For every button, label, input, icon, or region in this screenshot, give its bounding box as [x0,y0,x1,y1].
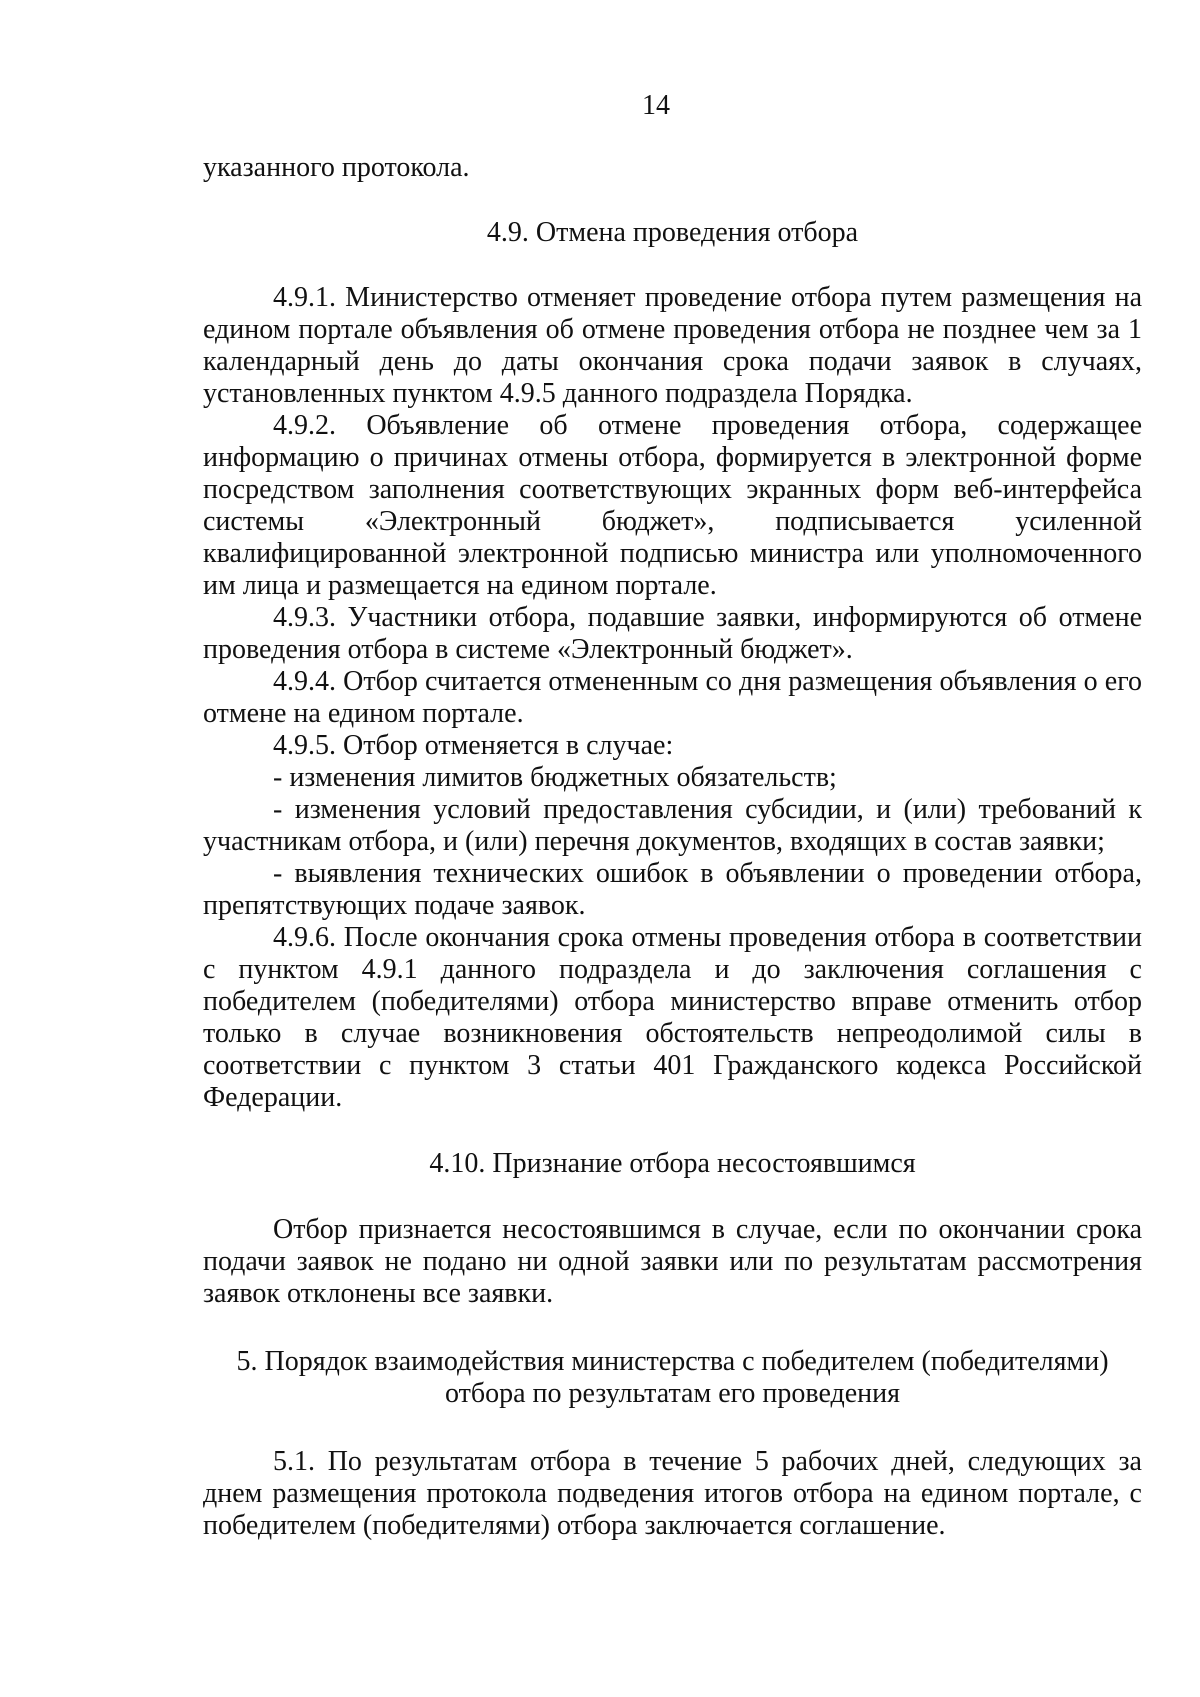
paragraph-4-9-4: 4.9.4. Отбор считается отмененным со дня размещения объявления о его отмене на едином портале. [203,666,1142,729]
lead-paragraph: указанного протокола. [203,152,470,183]
paragraph-4-10: Отбор признается несостоявшимся в случае, если по окончании срока подачи заявок не подано ни одной заявки или по результатам рассмотрения заявок отклонены все заявки. [203,1214,1142,1309]
section-4-9-heading: 4.9. Отмена проведения отбора [486,217,859,248]
paragraph-4-9-3: 4.9.3. Участники отбора, подавшие заявки, информируются об отмене проведения отбора в системе «Электронный бюджет». [203,602,1142,665]
paragraph-4-9-6: 4.9.6. После окончания срока отмены проведения отбора в соответствии с пунктом 4.9.1 данного подраздела и до заключения соглашения с победителем (победителями) отбора министерство вправе отменить отбор только в случае возникновения обстоятельств непреодолимой силы в соответствии с пунктом 3 статьи 401 Гражданского кодекса Российской Федерации. [203,922,1142,1113]
document-body [203,152,1142,1542]
list-item: - выявления технических ошибок в объявлении о проведении отбора, препятствующих подаче заявок. [203,858,1142,921]
list-item: - изменения условий предоставления субсидии, и (или) требований к участникам отбора, и (или) перечня документов, входящих в состав заявки; [203,794,1142,857]
page-number: 14 [642,90,670,121]
paragraph-4-9-2: 4.9.2. Объявление об отмене проведения отбора, содержащее информацию о причинах отмены отбора, формируется в электронной форме посредством заполнения соответствующих экранных форм веб-интерфейса системы «Электронный бюджет», подписывается усиленной квалифицированной электронной подписью министра или уполномоченного им лица и размещается на едином портале. [203,410,1142,601]
section-5-heading [203,1346,1142,1410]
section-5-heading-line-1: 5. Порядок взаимодействия министерства с победителем (победителями) [236,1346,1109,1377]
paragraph-4-9-1: 4.9.1. Министерство отменяет проведение отбора путем размещения на едином портале объявления об отмене проведения отбора не позднее чем за 1 календарный день до даты окончания срока подачи заявок в случаях, установленных пунктом 4.9.5 данного подраздела Порядка. [203,282,1142,409]
section-5-heading-line-2: отбора по результатам его проведения [444,1378,901,1409]
section-4-10-heading: 4.10. Признание отбора несостоявшимся [429,1148,916,1179]
paragraph-5-1: 5.1. По результатам отбора в течение 5 рабочих дней, следующих за днем размещения протокола подведения итогов отбора на едином портале, с победителем (победителями) отбора заключается соглашение. [203,1446,1142,1541]
list-item: - изменения лимитов бюджетных обязательств; [273,762,837,793]
paragraph-4-9-5: 4.9.5. Отбор отменяется в случае: [273,730,674,761]
